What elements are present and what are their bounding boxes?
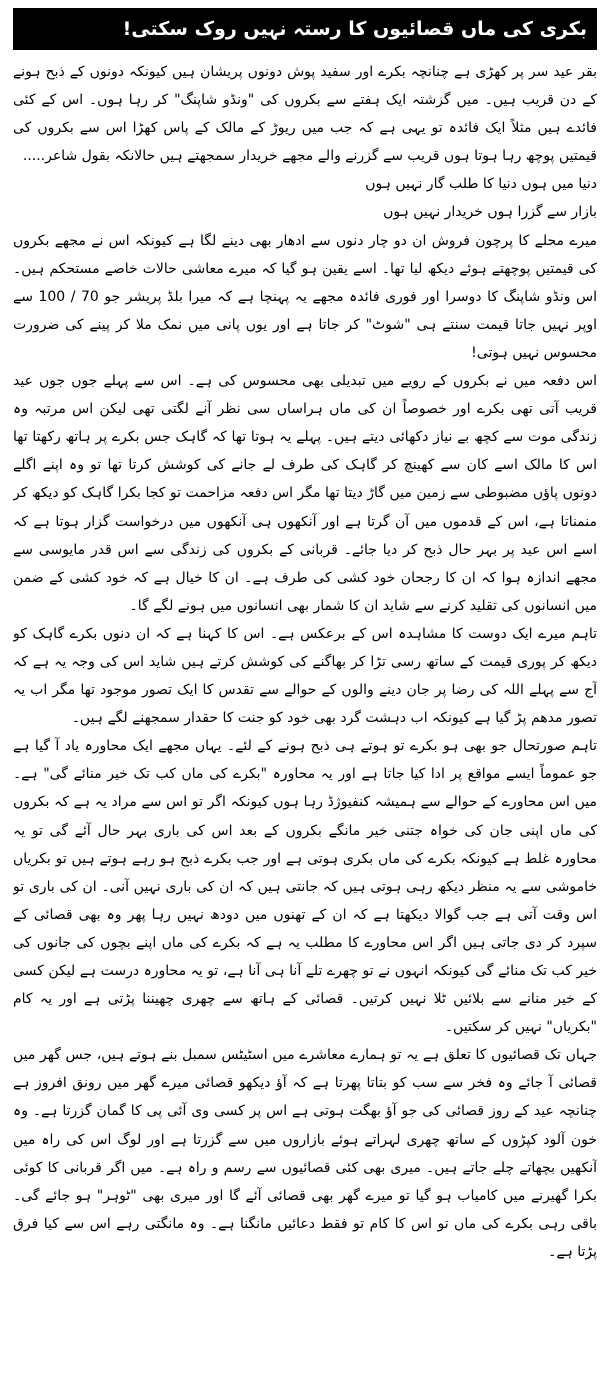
verse-line-1: دنیا میں ہوں دنیا کا طلب گار نہیں ہوں	[365, 176, 597, 193]
verse-line-2: بازار سے گزرا ہوں خریدار نہیں ہوں	[383, 204, 597, 221]
paragraph-goat-behavior: اس دفعہ میں نے بکروں کے رویے میں تبدیلی بھی محسوس کی ہے۔ اس سے پہلے جوں جوں عید قریب آتی تھی بکرے اور خصوصاً ان کی ماں ہراساں سی نظر آنے لگتی تھی لیکن اس مرتبہ وہ زندگی موت سے کچھ بے نیاز دکھائی دیتے ہیں۔ پہلے یہ ہوتا تھا کہ گاہک جس بکرے پر ہاتھ رکھتا تھا اس کا مالک اسے کان سے کھینچ کر گاہک کی طرف لے جانے کی کوشش کرتا تھا تو وہ اپنے اگلے دونوں پاؤں مضبوطی سے زمین میں گاڑ دیتا تھا مگر اس دفعہ مزاحمت تو کجا بکرا گاہک کو دیکھ کر منمناتا ہے، اس کے قدموں میں آن گرتا ہے اور آنکھوں ہی آنکھوں میں درخواست گزار ہوتا ہے کہ اسے اس عید پر بہر حال ذبح کر دیا جائے۔ قربانی کے بکروں کی زندگی سے اس قدر مایوسی سے مجھے اندازہ ہوا کہ ان کا رجحان خود کشی کی طرف ہے۔ ان کا خیال ہے کہ خود کشی کے ضمن میں انسانوں کی تقلید کرنے سے شاید ان کا شمار بھی انسانوں میں ہونے لگے گا۔	[13, 373, 597, 614]
article-title: بکری کی ماں قصائیوں کا رستہ نہیں روک سکتی!	[13, 8, 597, 50]
paragraph-intro: بقر عید سر پر کھڑی ہے چنانچہ بکرے اور سفید پوش دونوں پریشان ہیں کیونکہ دونوں کے ذبح ہونے کے دن قریب ہیں۔ میں گزشتہ ایک ہفتے سے بکروں کی "ونڈو شاپنگ" کر رہا ہوں۔ اس کے کئی فائدے ہیں مثلاً ایک فائدہ تو یہی ہے کہ جب میں ریوڑ کے مالک کے پاس کھڑا اس سے بکروں کی قیمتیں پوچھ رہا ہوتا ہوں قریب سے گزرنے والے مجھے خریدار سمجھتے ہیں حالانکہ بقول شاعر.....	[13, 64, 597, 165]
paragraph-butchers: جہاں تک قصائیوں کا تعلق ہے یہ تو ہمارے معاشرے میں اسٹیٹس سمبل بنے ہوتے ہیں، جس گھر میں قصائی آ جائے وہ فخر سے سب کو بتاتا پھرتا ہے کہ آؤ دیکھو قصائی میرے گھر میں رونق افروز ہے چنانچہ عید کے روز قصائی کی جو آؤ بھگت ہوتی ہے اس پر کسی وی آئی پی کا گمان گزرتا ہے۔ وہ خون آلود کپڑوں کے ساتھ چھری لہراتے ہوئے بازاروں میں سے گزرتا ہے اور لوگ اس کی راہ میں آنکھیں بچھاتے چلے جاتے ہیں۔ میری بھی کئی قصائیوں سے رسم و راہ ہے۔ میں اگر قربانی کا کوئی بکرا گھیرنے میں کامیاب ہو گیا تو میرے گھر بھی قصائی آئے گا اور میری بھی "ٹوہر" ہو جائے گی۔ باقی رہی بکرے کی ماں تو اس کا کام تو فقط دعائیں مانگنا ہے۔ وہ مانگتی رہے اس سے کیا فرق پڑتا ہے۔	[13, 1047, 597, 1260]
article-body	[13, 58, 597, 1380]
paragraph-idiom: تاہم صورتحال جو بھی ہو بکرے تو ہوتے ہی ذبح ہونے کے لئے۔ یہاں مجھے ایک محاورہ یاد آ گیا ہے جو عموماً ایسے مواقع پر ادا کیا جاتا ہے اور یہ محاورہ "بکرے کی ماں کب تک خیر منائے گی" ہے۔ میں اس محاورے کے حوالے سے ہمیشہ کنفیوژڈ رہا ہوں کیونکہ اگر تو اس سے مراد یہ ہے کہ بکروں کی ماں اپنی جان کی خواہ جتنی خیر مانگے بکروں کے بعد اس کی باری بہر حال آئے گی تو یہ محاورہ غلط ہے کیونکہ بکرے کی ماں بکری ہوتی ہے اور جب بکرے ذبح ہو رہے ہوتے ہیں تو بکریاں خاموشی سے یہ منظر دیکھ رہی ہوتی ہیں کہ جانتی ہیں کہ ان کی باری نہیں آنی۔ ان کی باری تو اس وقت آتی ہے جب گوالا دیکھتا ہے کہ ان کے تھنوں میں دودھ نہیں رہا پھر وہ بھی قصائی کے سپرد کر دی جاتی ہیں اگر اس محاورے کا مطلب یہ ہے کہ بکرے کی ماں اپنے بچوں کی جانوں کی خیر کب تک منائے گی کیونکہ انہوں نے تو چھرے تلے آنا ہی آنا ہے، تو یہ محاورہ درست ہے لیکن کسی کے خیر منانے سے بلائیں ٹلا نہیں کرتیں۔ قصائی کے ہاتھ سے چھری چھیننا پڑتی ہے اور یہ کام "بکریاں" نہیں کر سکتیں۔	[13, 738, 597, 1036]
paragraph-grocer: میرے محلے کا پرچون فروش ان دو چار دنوں سے ادھار بھی دینے لگا ہے کیونکہ اس نے مجھے بکروں کی قیمتیں پوچھتے ہوئے دیکھ لیا تھا۔ اسے یقین ہو گیا کہ میرے معاشی حالات خاصے مستحکم ہیں۔ اس ونڈو شاپنگ کا دوسرا اور فوری فائدہ مجھے یہ پہنچا ہے کہ میرا بلڈ پریشر جو 70 / 100 سے اوپر نہیں جاتا قیمت سنتے ہی "شوٹ" کر جاتا ہے اور یوں پانی میں نمک ملا کر پینے کی ضرورت محسوس نہیں ہوتی!	[13, 232, 597, 361]
paragraph-friend-observation: تاہم میرے ایک دوست کا مشاہدہ اس کے برعکس ہے۔ اس کا کہنا ہے کہ ان دنوں بکرے گاہک کو دیکھ کر پوری قیمت کے ساتھ رسی تڑا کر بھاگنے کی کوشش کرتے ہیں شاید اس کی وجہ یہ ہے کہ آج سے پہلے اللہ کی رضا پر جان دینے والوں کے حوالے سے تقدس کا ایک تصور موجود تھا مگر اب یہ تصور مدھم پڑ گیا ہے کیونکہ اب دہشت گرد بھی خود کو جنت کا حقدار سمجھنے لگے ہیں۔	[13, 625, 597, 727]
